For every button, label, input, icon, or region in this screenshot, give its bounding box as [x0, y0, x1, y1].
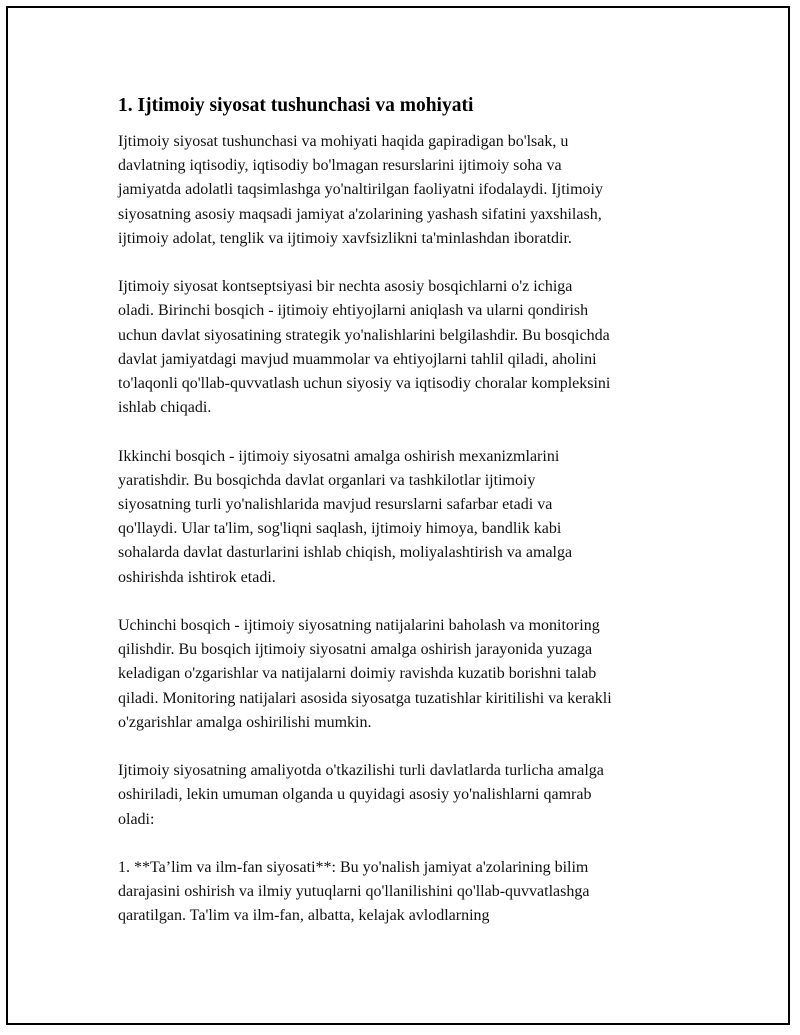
paragraph-education-policy: 1. **Ta’lim va ilm-fan siyosati**: Bu yo'nalish jamiyat a'zolarining bilim darajasini oshirish va ilmiy yutuqlarni qo'llanilishini qo'llab-quvvatlashga qaratilgan. Ta'lim va ilm-fan, albatta, kelajak avlodlarning — [118, 859, 590, 925]
paragraph-stage-one: Ijtimoiy siyosat kontseptsiyasi bir nechta asosiy bosqichlarni o'z ichiga oladi. Birinchi bosqich - ijtimoiy ehtiyojlarni aniqlash va ularni qondirish uchun davlat siyosatining strategik yo'nalishlarini belgilashdir. Bu bosqichda davlat jamiyatdagi mavjud muammolar va ehtiyojlarni tahlil qiladi, aholini to'laqonli qo'llab-quvvatlash uchun siyosiy va iqtisodiy choralar kompleksini ishlab chiqadi. — [118, 278, 611, 417]
paragraph-directions-intro: Ijtimoiy siyosatning amaliyotda o'tkazilishi turli davlatlarda turlicha amalga oshiriladi, lekin umuman olganda u quyidagi asosiy yo'nalishlarni qamrab oladi: — [118, 762, 604, 828]
paragraph-definition: Ijtimoiy siyosat tushunchasi va mohiyati haqida gapiradigan bo'lsak, u davlatning iqtisodiy, iqtisodiy bo'lmagan resurslarini ijtimoiy soha va jamiyatda adolatli taqsimlashga yo'naltirilgan faoliyatni ifodalaydi. Ijtimoiy siyosatning asosiy maqsadi jamiyat a'zolarining yashash sifatini yaxshilash, ijtimoiy adolat, tenglik va ijtimoiy xavfsizlikni ta'minlashdan iboratdir. — [118, 133, 603, 247]
paragraph-stage-two: Ikkinchi bosqich - ijtimoiy siyosatni amalga oshirish mexanizmlarini yaratishdir. Bu bosqichda davlat organlari va tashkilotlar ijtimoiy siyosatning turli yo'nalishlarida mavjud resurslarni safarbar etadi va qo'llaydi. Ular ta'lim, sog'liqni saqlash, ijtimoiy himoya, bandlik kabi sohalarda davlat dasturlarini ishlab chiqish, moliyalashtirish va amalga oshirishda ishtirok etadi. — [118, 447, 573, 586]
section-heading: 1. Ijtimoiy siyosat tushunchasi va mohiyati — [118, 95, 474, 116]
paragraph-stage-three: Uchinchi bosqich - ijtimoiy siyosatning natijalarini baholash va monitoring qilishdir. Bu bosqich ijtimoiy siyosatni amalga oshirish jarayonida yuzaga keladigan o'zgarishlar va natijalarni doimiy ravishda kuzatib borishni talab qiladi. Monitoring natijalari asosida siyosatga tuzatishlar kiritilishi va kerakli o'zgarishlar amalga oshirilishi mumkin. — [118, 617, 612, 731]
document-body — [118, 94, 698, 953]
